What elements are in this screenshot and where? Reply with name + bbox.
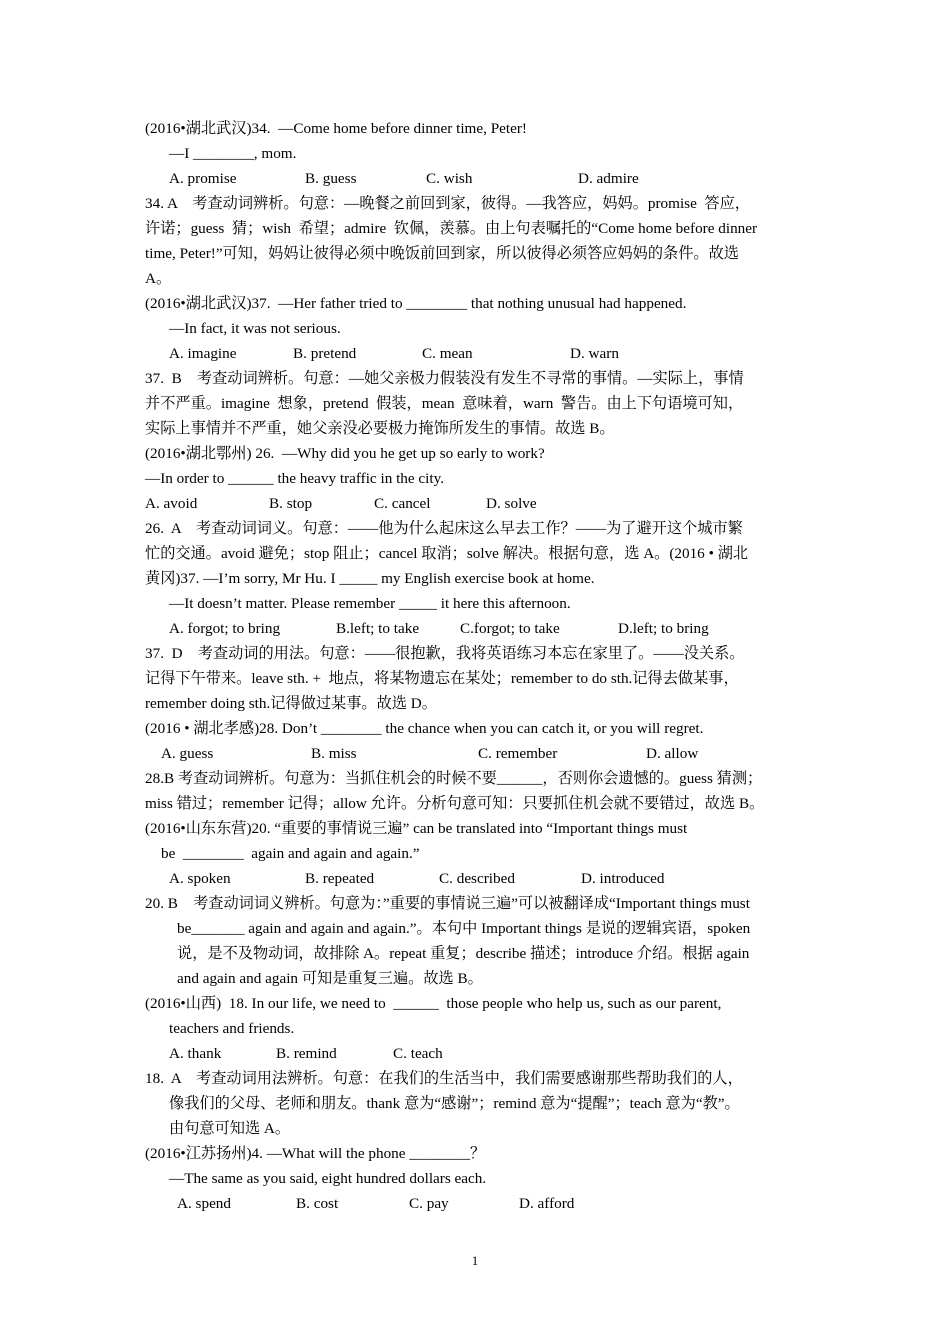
answer-option: A. forgot; to bring bbox=[169, 620, 281, 637]
text-line: 26. A 考查动词词义。句意：——他为什么起床这么早去工作？——为了避开这个城市繁 bbox=[145, 520, 743, 537]
answer-option: B. stop bbox=[269, 495, 313, 512]
answer-option: D. warn bbox=[570, 345, 619, 362]
answer-option: A. avoid bbox=[145, 495, 198, 512]
text-line: 像我们的父母、老师和朋友。thank 意为“感谢”；remind 意为“提醒”；teach 意为“教”。 bbox=[169, 1095, 740, 1112]
text-line: —I ________, mom. bbox=[169, 145, 297, 162]
text-line: 忙的交通。avoid 避免；stop 阻止；cancel 取消；solve 解决。根据句意，选 A。(2016 • 湖北 bbox=[145, 545, 749, 562]
answer-option: D. afford bbox=[519, 1195, 575, 1212]
answer-option: A. promise bbox=[169, 170, 237, 187]
answer-option: A. imagine bbox=[169, 345, 237, 362]
answer-option: D. solve bbox=[486, 495, 537, 512]
text-line: 37. B 考查动词辨析。句意：—她父亲极力假装没有发生不寻常的事情。—实际上，事情 bbox=[145, 370, 744, 387]
text-line: remember doing sth.记得做过某事。故选 D。 bbox=[145, 695, 437, 712]
text-line: miss 错过；remember 记得；allow 允许。分析句意可知：只要抓住机会就不要错过，故选 B。 bbox=[145, 795, 765, 812]
text-line: teachers and friends. bbox=[169, 1020, 295, 1037]
text-line: 实际上事情并不严重，她父亲没必要极力掩饰所发生的事情。故选 B。 bbox=[145, 420, 615, 437]
text-line: (2016•山西) 18. In our life, we need to ______ those people who help us, such as our parent, bbox=[145, 995, 722, 1012]
text-line: and again and again 可知是重复三遍。故选 B。 bbox=[177, 970, 483, 987]
text-line: 记得下午带来。leave sth. + 地点，将某物遗忘在某处；remember to do sth.记得去做某事， bbox=[145, 670, 739, 687]
answer-option: C. described bbox=[439, 870, 515, 887]
text-line: A。 bbox=[145, 270, 172, 287]
text-line: —In order to ______ the heavy traffic in the city. bbox=[145, 470, 445, 487]
answer-option: B. cost bbox=[296, 1195, 339, 1212]
answer-option: B. repeated bbox=[305, 870, 375, 887]
answer-option: B. miss bbox=[311, 745, 357, 762]
text-line: be_______ again and again and again.”。本句中 Important things 是说的逻辑宾语，spoken bbox=[177, 920, 751, 937]
text-line: 28.B 考查动词辨析。句意为：当抓住机会的时候不要______，否则你会遗憾的。guess 猜测； bbox=[145, 770, 763, 787]
answer-option: B. remind bbox=[276, 1045, 337, 1062]
text-line: 由句意可知选 A。 bbox=[169, 1120, 291, 1137]
text-line: 并不严重。imagine 想象，pretend 假装，mean 意味着，warn 警告。由上下句语境可知， bbox=[145, 395, 744, 412]
text-line: (2016•湖北武汉)34. —Come home before dinner time, Peter! bbox=[145, 120, 527, 137]
answer-option: A. guess bbox=[161, 745, 214, 762]
text-line: 20. B 考查动词词义辨析。句意为：”重要的事情说三遍”可以被翻译成“Important things must bbox=[145, 895, 750, 912]
text-line: be ________ again and again and again.” bbox=[161, 845, 420, 862]
text-line: —In fact, it was not serious. bbox=[169, 320, 341, 337]
text-line: —It doesn’t matter. Please remember _____ it here this afternoon. bbox=[169, 595, 571, 612]
text-line: 许诺；guess 猜；wish 希望；admire 钦佩，羡慕。由上句表嘱托的“Come home before dinner bbox=[145, 220, 758, 237]
text-line: (2016•江苏扬州)4. —What will the phone ________？ bbox=[145, 1145, 486, 1162]
answer-option: C. mean bbox=[422, 345, 473, 362]
answer-option: C.forgot; to take bbox=[460, 620, 560, 637]
text-line: —The same as you said, eight hundred dollars each. bbox=[169, 1170, 487, 1187]
answer-option: C. teach bbox=[393, 1045, 443, 1062]
answer-option: A. spoken bbox=[169, 870, 231, 887]
answer-option: C. remember bbox=[478, 745, 558, 762]
text-line: (2016 • 湖北孝感)28. Don’t ________ the chance when you can catch it, or you will regret. bbox=[145, 720, 704, 737]
page-number: 1 bbox=[471, 1253, 479, 1268]
text-line: (2016•湖北鄂州) 26. —Why did you he get up so early to work? bbox=[145, 445, 545, 462]
answer-option: A. spend bbox=[177, 1195, 231, 1212]
answer-option: B.left; to take bbox=[336, 620, 420, 637]
text-line: (2016•山东东营)20. “重要的事情说三遍” can be translated into “Important things must bbox=[145, 820, 688, 837]
text-line: 34. A 考查动词辨析。句意：—晚餐之前回到家，彼得。—我答应，妈妈。promise 答应， bbox=[145, 195, 750, 212]
answer-option: D. admire bbox=[578, 170, 639, 187]
text-line: 18. A 考查动词用法辨析。句意：在我们的生活当中，我们需要感谢那些帮助我们的人， bbox=[145, 1070, 743, 1087]
text-line: time, Peter!”可知，妈妈让彼得必须中晚饭前回到家，所以彼得必须答应妈妈的条件。故选 bbox=[145, 245, 739, 262]
answer-option: B. guess bbox=[305, 170, 357, 187]
answer-option: D. introduced bbox=[581, 870, 665, 887]
answer-option: C. wish bbox=[426, 170, 473, 187]
answer-option: B. pretend bbox=[293, 345, 357, 362]
answer-option: C. pay bbox=[409, 1195, 449, 1212]
text-line: (2016•湖北武汉)37. —Her father tried to ________ that nothing unusual had happened. bbox=[145, 295, 687, 312]
text-line: 说，是不及物动词，故排除 A。repeat 重复；describe 描述；introduce 介绍。根据 again bbox=[177, 945, 750, 962]
text-line: 37. D 考查动词的用法。句意：——很抱歉，我将英语练习本忘在家里了。——没关系。 bbox=[145, 645, 745, 662]
answer-option: D.left; to bring bbox=[618, 620, 709, 637]
text-line: 黄冈)37. —I’m sorry, Mr Hu. I _____ my English exercise book at home. bbox=[145, 570, 595, 587]
answer-option: A. thank bbox=[169, 1045, 222, 1062]
answer-option: D. allow bbox=[646, 745, 699, 762]
answer-option: C. cancel bbox=[374, 495, 431, 512]
